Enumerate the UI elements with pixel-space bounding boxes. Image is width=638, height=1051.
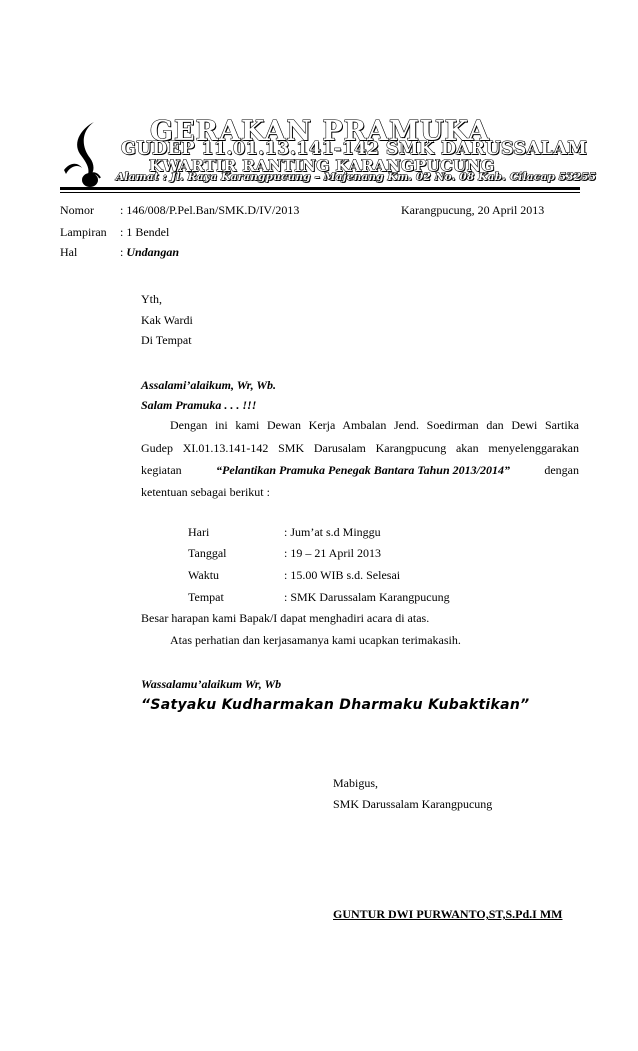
scout-motto: “Satyaku Kudharmakan Dharmaku Kubaktikan” — [141, 697, 530, 713]
org-title: GERAKAN PRAMUKA — [150, 116, 490, 147]
hal-colon: : — [120, 245, 124, 259]
nomor-value: : 146/008/P.Pel.Ban/SMK.D/IV/2013 — [120, 203, 300, 217]
signature-org: SMK Darussalam Karangpucung — [333, 797, 493, 811]
detail-value: : SMK Darussalam Karangpucung — [284, 590, 450, 604]
detail-label: Tanggal — [188, 546, 227, 560]
letter-date: Karangpucung, 20 April 2013 — [401, 203, 545, 217]
opening-salam: Assalami’alaikum, Wr, Wb. — [141, 378, 277, 392]
body-line-2: Gudep XI.01.13.141-142 SMK Darusalam Karangpucung akan menyelenggarakan — [141, 441, 579, 455]
body-kegiatan: kegiatan — [141, 463, 182, 477]
scout-salam: Salam Pramuka . . . !!! — [141, 398, 257, 412]
detail-label: Waktu — [188, 568, 220, 582]
body-dengan: dengan — [544, 463, 579, 477]
lampiran-label: Lampiran — [60, 225, 107, 239]
address-line: Alamat : Jl. Raya Karangpucung – Majenang Km. 02 No. 08 Kab. Cilacap 53255 — [116, 171, 597, 183]
event-title: “Pelantikan Pramuka Penegak Bantara Tahun 2013/2014” — [216, 463, 510, 477]
recipient-yth: Yth, — [141, 292, 162, 306]
unit-title: GUDEP 11.01.13.141-142 SMK DARUSSALAM — [121, 139, 588, 159]
scout-tunas-kelapa-logo — [60, 118, 108, 190]
nomor-label: Nomor — [60, 203, 94, 217]
closing-salam: Wassalamu’alaikum Wr, Wb — [141, 677, 282, 691]
detail-value: : 19 – 21 April 2013 — [284, 546, 382, 560]
body-line-1: Dengan ini kami Dewan Kerja Ambalan Jend. Soedirman dan Dewi Sartika — [170, 418, 579, 432]
closing-hope: Besar harapan kami Bapak/I dapat menghadiri acara di atas. — [141, 611, 430, 625]
closing-thanks: Atas perhatian dan kerjasamanya kami ucapkan terimakasih. — [170, 633, 461, 647]
detail-value: : 15.00 WIB s.d. Selesai — [284, 568, 401, 582]
detail-label: Hari — [188, 525, 210, 539]
hal-value — [120, 245, 179, 260]
detail-label: Tempat — [188, 590, 224, 604]
hal-label: Hal — [60, 245, 78, 259]
hal-subject: Undangan — [126, 245, 180, 259]
signatory-name: GUNTUR DWI PURWANTO,ST,S.Pd.I MM — [333, 907, 563, 921]
district-title: KWARTIR RANTING KARANGPUCUNG — [149, 156, 495, 175]
signature-title: Mabigus, — [333, 776, 378, 790]
recipient-place: Di Tempat — [141, 333, 192, 347]
body-line-3 — [141, 463, 579, 478]
recipient-name: Kak Wardi — [141, 313, 193, 327]
header-rule-thin — [60, 192, 580, 193]
header-rule-thick — [60, 187, 580, 190]
lampiran-value: : 1 Bendel — [120, 225, 170, 239]
body-line-4: ketentuan sebagai berikut : — [141, 485, 270, 499]
detail-value: : Jum’at s.d Minggu — [284, 525, 381, 539]
